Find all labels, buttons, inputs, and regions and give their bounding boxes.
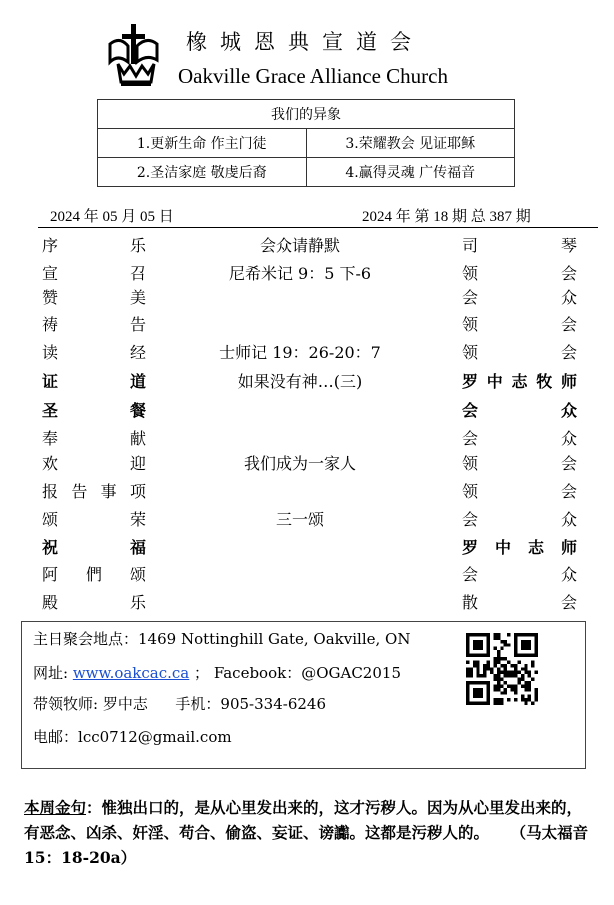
divider bbox=[38, 227, 598, 228]
service-person-char: 中 bbox=[494, 538, 511, 557]
service-row bbox=[0, 426, 614, 454]
service-row bbox=[0, 507, 614, 535]
location-label: 主日聚会地点： bbox=[33, 630, 139, 648]
service-item-char: 美 bbox=[129, 288, 146, 307]
service-person-char: 琴 bbox=[560, 236, 577, 255]
service-item-char: 迎 bbox=[129, 454, 146, 473]
church-logo bbox=[104, 22, 166, 90]
service-row bbox=[0, 285, 614, 313]
service-person-char: 志 bbox=[511, 372, 528, 391]
service-item-char: 颂 bbox=[42, 510, 59, 529]
service-person-char: 会 bbox=[462, 565, 479, 584]
service-person-char: 领 bbox=[462, 264, 479, 283]
service-row bbox=[0, 535, 614, 563]
service-item-char: 祝 bbox=[42, 538, 59, 557]
service-person-char: 师 bbox=[560, 372, 577, 391]
service-person bbox=[462, 312, 577, 335]
service-content: 三一颂 bbox=[275, 510, 324, 529]
phone-label: 手机： bbox=[175, 695, 221, 713]
service-item-char: 读 bbox=[42, 343, 59, 362]
email-line bbox=[33, 726, 232, 747]
service-item-char: 阿 bbox=[42, 565, 59, 584]
email-label: 电邮： bbox=[33, 728, 79, 746]
service-item bbox=[42, 261, 146, 284]
bulletin-date: 2024 年 05 月 05 日 bbox=[50, 209, 174, 225]
service-item-char: 荣 bbox=[129, 510, 146, 529]
service-row bbox=[0, 398, 614, 426]
service-item-char: 圣 bbox=[42, 401, 59, 420]
service-item-char: 经 bbox=[129, 343, 146, 362]
service-item-char: 证 bbox=[42, 372, 59, 391]
service-person-char: 会 bbox=[462, 288, 479, 307]
service-person bbox=[462, 340, 577, 363]
verse-text: ：惟独出口的，是从心里发出来的，这才污秽人。因为从心里发出来的，有恶念、凶杀、奸淫、苟合、偷盗、妄证、谤讟。这都是污秽人的。 bbox=[24, 798, 583, 842]
service-person bbox=[462, 285, 577, 308]
service-person bbox=[462, 562, 577, 585]
service-person-char: 会 bbox=[560, 482, 577, 501]
service-item bbox=[42, 285, 146, 308]
service-content: 士师记 19：26-20：7 bbox=[219, 343, 381, 362]
phone-number: 905-334-6246 bbox=[220, 695, 326, 713]
service-person bbox=[462, 398, 577, 421]
service-item bbox=[42, 507, 146, 530]
weekly-verse bbox=[24, 795, 590, 870]
service-item bbox=[42, 398, 146, 421]
service-person-char: 罗 bbox=[462, 372, 479, 391]
church-name-chinese: 橡城恩典宣道会 bbox=[186, 30, 424, 54]
service-item bbox=[42, 562, 146, 585]
service-person-char: 会 bbox=[560, 593, 577, 612]
service-person bbox=[462, 507, 577, 530]
service-item-char: 道 bbox=[129, 372, 146, 391]
pastor-label: 带领牧师: bbox=[33, 695, 103, 713]
service-item-char: 乐 bbox=[129, 593, 146, 612]
bulletin-issue: 2024 年 第 18 期 总 387 期 bbox=[362, 209, 531, 225]
service-person-char: 司 bbox=[462, 236, 479, 255]
service-item-char: 事 bbox=[100, 482, 117, 501]
service-item-char: 项 bbox=[129, 482, 146, 501]
vision-table bbox=[97, 99, 515, 187]
service-person bbox=[462, 590, 577, 613]
service-person-char: 会 bbox=[462, 429, 479, 448]
service-content: 会众请静默 bbox=[259, 236, 340, 255]
service-row bbox=[0, 590, 614, 618]
service-item-char: 告 bbox=[71, 482, 88, 501]
vision-item: 3.荣耀教会 见证耶稣 bbox=[306, 129, 515, 158]
service-person-char: 会 bbox=[560, 343, 577, 362]
website-link[interactable]: www.oakcac.ca bbox=[72, 664, 190, 682]
service-item bbox=[42, 590, 146, 613]
service-person-char: 众 bbox=[560, 401, 577, 420]
service-row bbox=[0, 312, 614, 340]
service-person-char: 会 bbox=[462, 401, 479, 420]
service-person-char: 众 bbox=[560, 429, 577, 448]
service-content: 尼希米记 9：5 下-6 bbox=[228, 264, 372, 283]
service-item-char: 餐 bbox=[129, 401, 146, 420]
website-label: 网址: bbox=[33, 664, 73, 682]
service-person-char: 罗 bbox=[462, 538, 479, 557]
pastor-line bbox=[33, 693, 326, 714]
service-row bbox=[0, 479, 614, 507]
service-row bbox=[0, 233, 614, 261]
service-row bbox=[0, 340, 614, 368]
website-line bbox=[33, 662, 401, 683]
service-person bbox=[462, 535, 577, 558]
location-address: 1469 Nottinghill Gate, Oakville, ON bbox=[138, 630, 411, 648]
facebook-handle: @OGAC2015 bbox=[301, 664, 401, 682]
service-item-char: 告 bbox=[129, 315, 146, 334]
service-item-char: 殿 bbox=[42, 593, 59, 612]
service-person bbox=[462, 426, 577, 449]
service-content: 我们成为一家人 bbox=[243, 454, 356, 473]
service-person-char: 领 bbox=[462, 343, 479, 362]
service-person-char: 中 bbox=[486, 372, 503, 391]
service-item-char: 們 bbox=[85, 565, 102, 584]
facebook-label: Facebook： bbox=[213, 664, 302, 682]
service-person bbox=[462, 369, 577, 392]
service-row bbox=[0, 562, 614, 590]
separator: ； bbox=[194, 664, 210, 682]
service-item-char: 奉 bbox=[42, 429, 59, 448]
service-item bbox=[42, 479, 146, 502]
service-item-char: 颂 bbox=[129, 565, 146, 584]
verse-label: 本周金句 bbox=[24, 798, 87, 817]
service-item bbox=[42, 451, 146, 474]
service-row bbox=[0, 369, 614, 397]
service-item bbox=[42, 340, 146, 363]
service-person-char: 会 bbox=[560, 264, 577, 283]
email-address: lcc0712@gmail.com bbox=[78, 728, 232, 746]
service-item-char: 献 bbox=[129, 429, 146, 448]
service-item bbox=[42, 535, 146, 558]
service-item-char: 报 bbox=[42, 482, 59, 501]
church-name-english: Oakville Grace Alliance Church bbox=[178, 64, 448, 88]
pastor-name: 罗中志 bbox=[102, 695, 148, 713]
vision-item: 2.圣洁家庭 敬虔后裔 bbox=[98, 158, 307, 187]
service-person-char: 领 bbox=[462, 315, 479, 334]
service-item-char: 召 bbox=[129, 264, 146, 283]
service-person-char: 牧 bbox=[536, 372, 553, 391]
service-item-char: 赞 bbox=[42, 288, 59, 307]
service-person bbox=[462, 479, 577, 502]
service-person-char: 领 bbox=[462, 454, 479, 473]
location-line bbox=[33, 628, 410, 649]
service-item bbox=[42, 312, 146, 335]
service-person bbox=[462, 261, 577, 284]
service-content: 如果没有神…(三) bbox=[237, 372, 363, 391]
service-person bbox=[462, 451, 577, 474]
service-person-char: 众 bbox=[560, 288, 577, 307]
service-person-char: 会 bbox=[560, 315, 577, 334]
service-item bbox=[42, 369, 146, 392]
verse-reference: （马太福音 15：18-20a） bbox=[24, 823, 589, 867]
service-item bbox=[42, 426, 146, 449]
vision-item: 4.赢得灵魂 广传福音 bbox=[306, 158, 515, 187]
qr-code-icon[interactable] bbox=[466, 633, 538, 705]
service-person-char: 师 bbox=[560, 538, 577, 557]
vision-heading: 我们的异象 bbox=[98, 100, 515, 129]
service-item bbox=[42, 233, 146, 256]
service-item-char: 乐 bbox=[129, 236, 146, 255]
service-item-char: 福 bbox=[129, 538, 146, 557]
service-item-char: 祷 bbox=[42, 315, 59, 334]
service-person-char: 会 bbox=[560, 454, 577, 473]
service-person-char: 领 bbox=[462, 482, 479, 501]
service-item-char: 欢 bbox=[42, 454, 59, 473]
service-person-char: 众 bbox=[560, 565, 577, 584]
service-person bbox=[462, 233, 577, 256]
service-person-char: 会 bbox=[462, 510, 479, 529]
vision-item: 1.更新生命 作主门徒 bbox=[98, 129, 307, 158]
service-item-char: 宣 bbox=[42, 264, 59, 283]
service-person-char: 散 bbox=[462, 593, 479, 612]
service-row bbox=[0, 451, 614, 479]
service-person-char: 众 bbox=[560, 510, 577, 529]
service-person-char: 志 bbox=[527, 538, 544, 557]
service-item-char: 序 bbox=[42, 236, 59, 255]
